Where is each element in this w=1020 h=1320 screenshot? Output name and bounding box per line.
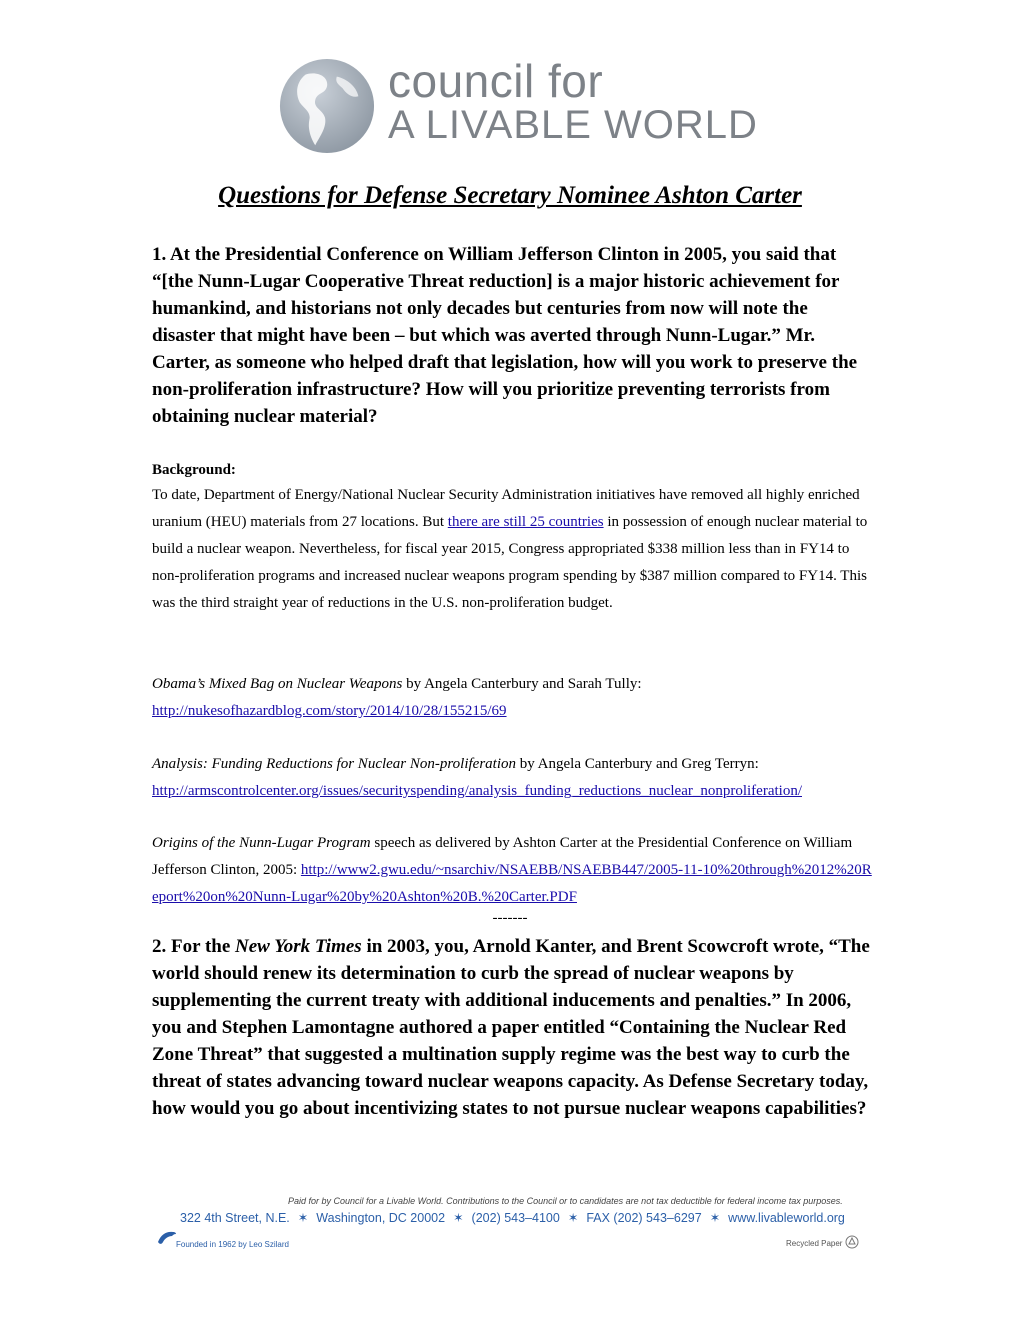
reference-2 xyxy=(152,751,874,805)
footer-phone: (202) 543–4100 xyxy=(471,1211,560,1225)
reference-1 xyxy=(152,671,874,725)
organization-logo xyxy=(278,55,758,155)
question-2 xyxy=(152,933,872,1122)
reference-1-byline: by Angela Canterbury and Sarah Tully: xyxy=(402,676,642,692)
reference-3-link[interactable]: http://www2.gwu.edu/~nsarchiv/NSAEBB/NSAEBB447/2005-11-10%20through%2012%20Report%20on%20Nunn-Lugar%20by%20Ashton%20B.%20Carter.PDF xyxy=(152,862,872,905)
background-paragraph xyxy=(152,482,874,617)
reference-1-title: Obama’s Mixed Bag on Nuclear Weapons xyxy=(152,676,403,692)
question-1: 1. At the Presidential Conference on William Jefferson Clinton in 2005, you said that “[the Nunn-Lugar Cooperative Threat reduction] is a major historic achievement for humankind, and historians not only decades but centuries from now will note the disaster that might have been – but which was averted through Nunn-Lugar.” Mr. Carter, as someone who helped draft that legislation, how will you work to preserve the non-proliferation infrastructure? How will you prioritize preventing terrorists from obtaining nuclear material? xyxy=(152,244,858,427)
footer-fax: FAX (202) 543–6297 xyxy=(586,1211,702,1225)
globe-icon xyxy=(278,57,376,155)
reference-2-byline: by Angela Canterbury and Greg Terryn: xyxy=(516,756,759,772)
background-text-end: in possession of enough nuclear material to build a nuclear weapon. Nevertheless, for fiscal year 2015, Congress appropriated $338 million less than in FY14 to non-proliferation programs and increased nuclear weapons program spending by $387 million compared to FY14. This was the third straight year of reductions in the U.S. non-proliferation budget. xyxy=(152,514,868,611)
countries-link[interactable]: there are still 25 countries xyxy=(447,514,604,530)
reference-3-byline: speech as delivered by Ashton Carter at the Presidential Conference on William Jefferson Clinton, 2005: xyxy=(152,835,853,878)
background-text-start: To date, Department of Energy/National Nuclear Security Administration initiatives have removed all highly enriched uranium (HEU) materials from 27 locations. But xyxy=(152,487,860,530)
question-2-start: 2. For the xyxy=(152,936,236,957)
footer-city: Washington, DC 20002 xyxy=(316,1211,446,1225)
page-title: Questions for Defense Secretary Nominee Ashton Carter xyxy=(218,182,802,209)
footer-address: 322 4th Street, N.E. xyxy=(180,1211,290,1225)
star-icon: ✶ xyxy=(567,1211,579,1225)
reference-2-title: Analysis: Funding Reductions for Nuclear Non-proliferation xyxy=(152,756,516,772)
footer-recycled: Recycled Paper xyxy=(786,1239,843,1248)
reference-3-title: Origins of the Nunn-Lugar Program xyxy=(152,835,371,851)
logo-text-line1: council for xyxy=(388,55,604,107)
footer-website[interactable]: www.livableworld.org xyxy=(728,1211,845,1225)
question-2-publication: New York Times xyxy=(235,936,362,957)
footer-contact-line xyxy=(180,1210,845,1225)
dolphin-icon xyxy=(157,1228,177,1246)
star-icon: ✶ xyxy=(297,1211,309,1225)
background-heading: Background: xyxy=(152,462,236,478)
star-icon: ✶ xyxy=(709,1211,721,1225)
logo-text-line2: A LIVABLE WORLD xyxy=(388,103,758,147)
star-icon: ✶ xyxy=(453,1211,464,1225)
reference-1-link[interactable]: http://nukesofhazardblog.com/story/2014/10/28/155215/69 xyxy=(152,703,507,719)
reference-3 xyxy=(152,830,874,911)
footer-disclaimer: Paid for by Council for a Livable World. Contributions to the Council or to candidates are not tax deductible for federal income tax purposes. xyxy=(288,1196,843,1206)
recycle-icon xyxy=(845,1235,859,1249)
footer-founded: Founded in 1962 by Leo Szilard xyxy=(176,1240,289,1249)
question-2-rest: in 2003, you, Arnold Kanter, and Brent Scowcroft wrote, “The world should renew its determination to curb the spread of nuclear weapons by supplementing the current treaty with additional inducements and penalties.” In 2006, you and Stephen Lamontagne authored a paper entitled “Containing the Nuclear Red Zone Threat” that suggested a multination supply regime was the best way to curb the threat of states advancing toward nuclear weapons capacity. As Defense Secretary today, how would you go about incentivizing states to not pursue nuclear weapons capabilities? xyxy=(152,936,870,1119)
reference-2-link[interactable]: http://armscontrolcenter.org/issues/securityspending/analysis_funding_reductions_nuclear_nonproliferation/ xyxy=(152,783,802,799)
section-separator: ------- xyxy=(492,910,528,926)
